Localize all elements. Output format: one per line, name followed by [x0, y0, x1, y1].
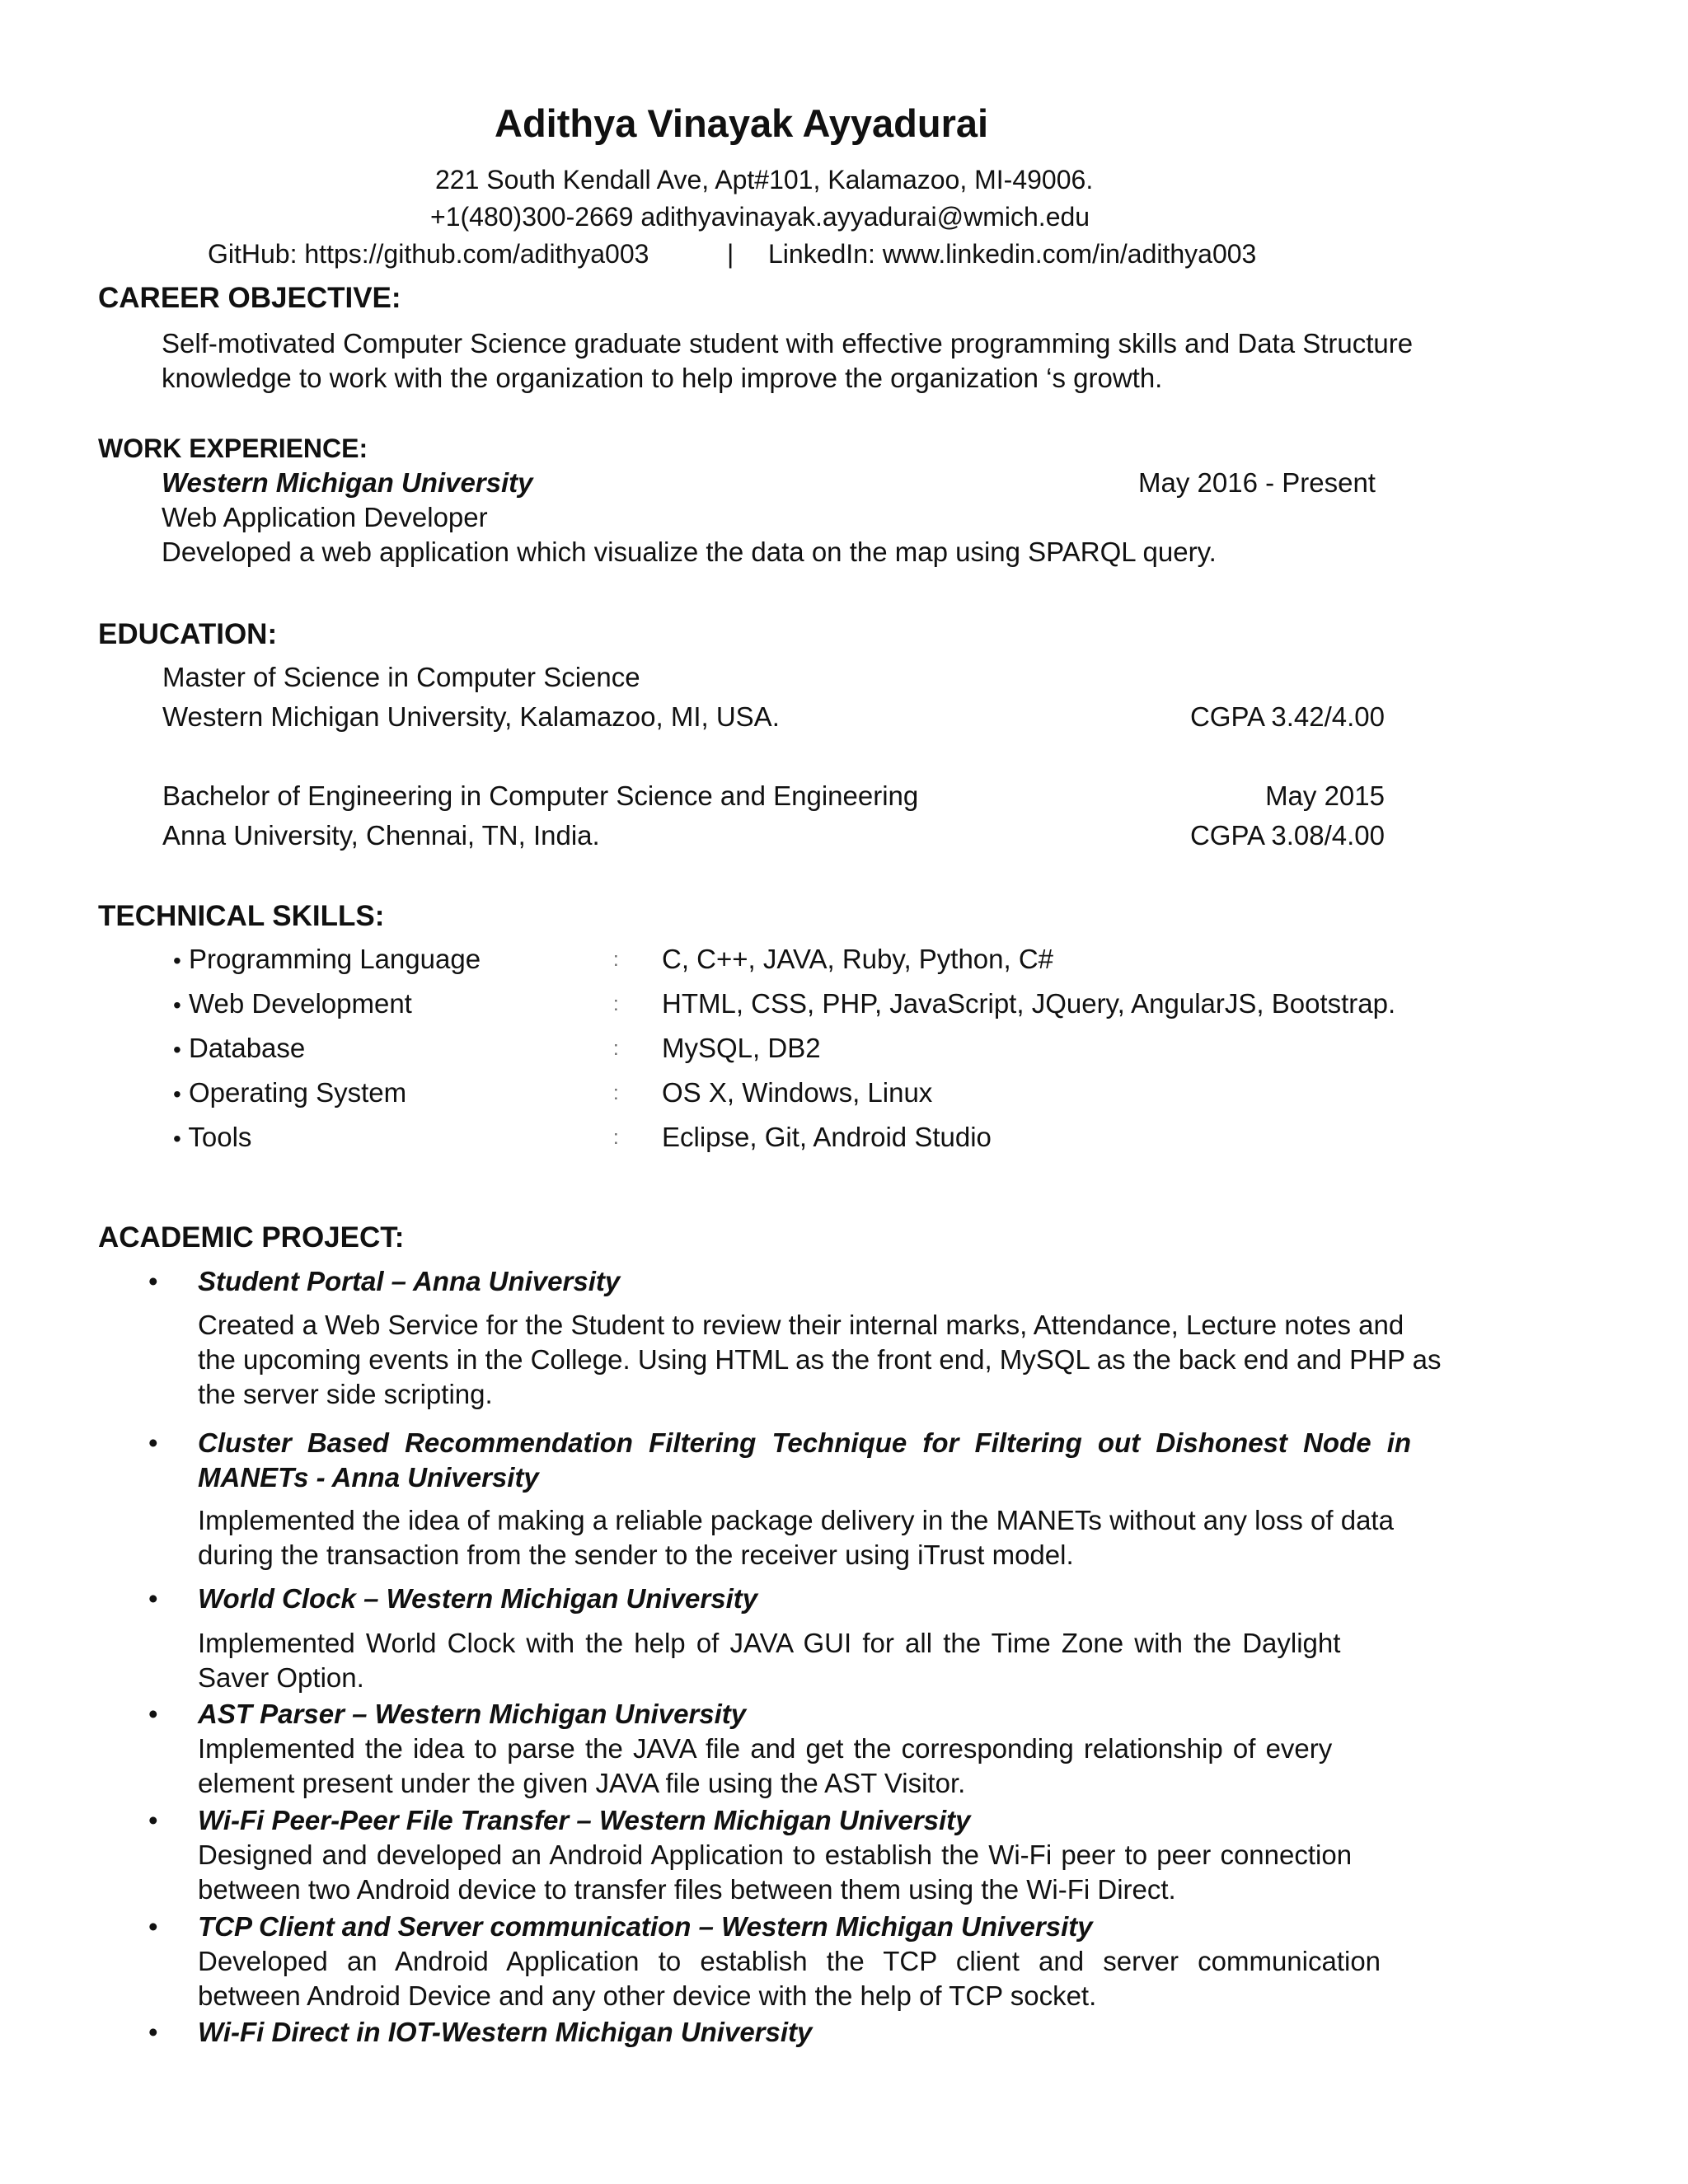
skill-value: MySQL, DB2 — [662, 1033, 821, 1063]
bullet-icon: • — [173, 1126, 181, 1151]
skill-label: Database — [188, 1033, 306, 1063]
skill-value: OS X, Windows, Linux — [662, 1077, 933, 1108]
candidate-name: Adithya Vinayak Ayyadurai — [495, 101, 989, 145]
contact-separator: | — [727, 239, 734, 269]
linkedin-link[interactable]: LinkedIn: www.linkedin.com/in/adithya003 — [768, 239, 1257, 269]
job-title: Web Application Developer — [162, 502, 488, 532]
project-description-line: the server side scripting. — [198, 1379, 493, 1409]
career-objective-line: knowledge to work with the organization to help improve the organization ‘s growth. — [162, 363, 1163, 393]
project-title: World Clock – Western Michigan University — [198, 1583, 758, 1614]
bullet-icon: • — [173, 948, 181, 973]
skill-row — [173, 944, 481, 975]
employment-dates: May 2016 - Present — [1138, 467, 1376, 498]
skill-row — [173, 988, 412, 1019]
skill-colon: : — [613, 949, 619, 971]
academic-project-heading: ACADEMIC PROJECT: — [98, 1221, 405, 1254]
school: Western Michigan University, Kalamazoo, MI, USA. — [162, 701, 780, 732]
school: Anna University, Chennai, TN, India. — [162, 820, 600, 851]
skill-colon: : — [613, 1038, 619, 1060]
bullet-icon: • — [148, 1911, 158, 1942]
skill-row — [173, 1033, 305, 1064]
skill-value: Eclipse, Git, Android Studio — [662, 1122, 992, 1152]
bullet-icon: • — [148, 1427, 158, 1458]
degree: Master of Science in Computer Science — [162, 662, 640, 692]
project-title: Student Portal – Anna University — [198, 1266, 621, 1296]
project-description-line: Saver Option. — [198, 1662, 364, 1693]
skill-value: HTML, CSS, PHP, JavaScript, JQuery, AngularJS, Bootstrap. — [662, 988, 1396, 1019]
project-description-line: between two Android device to transfer files between them using the Wi-Fi Direct. — [198, 1874, 1176, 1905]
skill-colon: : — [613, 993, 619, 1015]
github-link[interactable]: GitHub: https://github.com/adithya003 — [208, 239, 649, 269]
gpa: CGPA 3.08/4.00 — [1189, 820, 1385, 851]
bullet-icon: • — [173, 1081, 181, 1107]
project-description-line: element present under the given JAVA file using the AST Visitor. — [198, 1768, 966, 1798]
project-title: Wi-Fi Direct in IOT-Western Michigan University — [198, 2017, 813, 2047]
bullet-icon: • — [148, 1583, 158, 1614]
project-title: Wi-Fi Peer-Peer File Transfer – Western Michigan University — [198, 1805, 971, 1835]
bullet-icon: • — [148, 1699, 158, 1729]
bullet-icon: • — [173, 992, 181, 1018]
skill-row — [173, 1122, 251, 1153]
project-description-line: Designed and developed an Android Application to establish the Wi-Fi peer to peer connection — [198, 1840, 1353, 1870]
graduation-date: May 2015 — [1265, 780, 1385, 811]
gpa: CGPA 3.42/4.00 — [1189, 701, 1385, 732]
project-title: MANETs - Anna University — [198, 1462, 539, 1493]
project-description-line: Created a Web Service for the Student to review their internal marks, Attendance, Lecture notes and — [198, 1310, 1404, 1340]
degree: Bachelor of Engineering in Computer Science and Engineering — [162, 780, 919, 811]
skill-colon: : — [613, 1127, 619, 1149]
work-experience-heading: WORK EXPERIENCE: — [98, 434, 368, 463]
project-description-line: Implemented the idea to parse the JAVA file and get the corresponding relationship of every — [198, 1733, 1333, 1764]
project-title: Cluster Based Recommendation Filtering Technique for Filtering out Dishonest Node in — [198, 1427, 1412, 1458]
job-description: Developed a web application which visualize the data on the map using SPARQL query. — [162, 537, 1217, 567]
career-objective-heading: CAREER OBJECTIVE: — [98, 282, 401, 314]
technical-skills-heading: TECHNICAL SKILLS: — [98, 900, 385, 932]
employer-name: Western Michigan University — [162, 467, 533, 498]
phone-email: +1(480)300-2669 adithyavinayak.ayyadurai@wmich.edu — [430, 202, 1090, 232]
project-title: AST Parser – Western Michigan University — [198, 1699, 747, 1729]
project-description-line: during the transaction from the sender to the receiver using iTrust model. — [198, 1540, 1074, 1570]
bullet-icon: • — [148, 1805, 158, 1835]
project-title: TCP Client and Server communication – Western Michigan University — [198, 1911, 1093, 1942]
project-description-line: Developed an Android Application to establish the TCP client and server communication — [198, 1946, 1381, 1976]
project-description-line: Implemented the idea of making a reliable package delivery in the MANETs without any loss of data — [198, 1505, 1394, 1535]
bullet-icon: • — [148, 2017, 158, 2047]
skill-label: Operating System — [188, 1077, 407, 1108]
project-description-line: Implemented World Clock with the help of JAVA GUI for all the Time Zone with the Daylight — [198, 1628, 1341, 1658]
bullet-icon: • — [148, 1266, 158, 1296]
career-objective-line: Self-motivated Computer Science graduate student with effective programming skills and Data Structure — [162, 328, 1414, 359]
bullet-icon: • — [173, 1037, 181, 1062]
project-description-line: the upcoming events in the College. Using HTML as the front end, MySQL as the back end and PHP as — [198, 1344, 1442, 1375]
skill-value: C, C++, JAVA, Ruby, Python, C# — [662, 944, 1054, 974]
skill-label: Programming Language — [188, 944, 481, 974]
project-description-line: between Android Device and any other device with the help of TCP socket. — [198, 1980, 1097, 2011]
skill-colon: : — [613, 1082, 619, 1104]
education-heading: EDUCATION: — [98, 618, 278, 650]
skill-label: Tools — [188, 1122, 252, 1152]
skill-label: Web Development — [188, 988, 412, 1019]
address: 221 South Kendall Ave, Apt#101, Kalamazoo, MI-49006. — [435, 165, 1094, 194]
skill-row — [173, 1077, 406, 1108]
